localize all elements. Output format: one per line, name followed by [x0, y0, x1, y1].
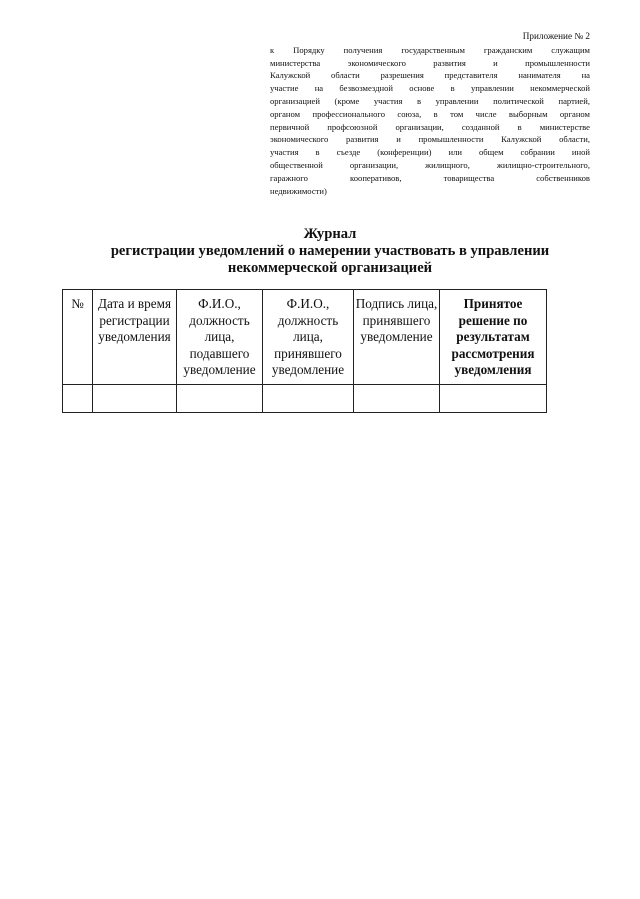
appendix-line: первичной профсоюзной организации, созданной в министерстве — [270, 121, 590, 132]
journal-title-line: некоммерческой организацией — [227, 260, 433, 276]
table-cell — [177, 385, 263, 413]
column-header-registration-date: Дата и время регистрации уведомления — [93, 290, 177, 385]
journal-title-line: Журнал — [303, 226, 357, 242]
appendix-line: общественной организации, жилищного, жилищно-строительного, — [270, 159, 590, 170]
appendix-line: участие на безвозмездной основе в управлении некоммерческой — [270, 83, 590, 94]
column-header-receiver: Ф.И.О., должность лица, принявшего уведомление — [263, 290, 354, 385]
table-cell — [354, 385, 440, 413]
journal-title — [60, 226, 600, 277]
journal-title-line: регистрации уведомлений о намерении участвовать в управлении — [110, 243, 550, 259]
table-cell — [93, 385, 177, 413]
table-cell — [263, 385, 354, 413]
table-cell — [440, 385, 547, 413]
appendix-line: министерства экономического развития и промышленности — [270, 57, 590, 68]
appendix-line: организацией (кроме участия в управлении политической партией, — [270, 95, 590, 106]
appendix-line: участия в съезде (конференции) или общем собрании иной — [270, 147, 590, 158]
table-row — [63, 385, 547, 413]
appendix-text — [270, 44, 590, 198]
appendix-line: гаражного кооперативов, товарищества собственников — [270, 172, 590, 183]
journal-table — [62, 289, 547, 413]
appendix-line: экономического развития и промышленности Калужской области, — [270, 134, 590, 145]
appendix-line: недвижимости) — [270, 185, 327, 196]
column-header-signature: Подпись лица, принявшего уведомление — [354, 290, 440, 385]
column-header-submitter: Ф.И.О., должность лица, подавшего уведомление — [177, 290, 263, 385]
appendix-title: Приложение № 2 — [522, 31, 590, 41]
column-header-number: № — [63, 290, 93, 385]
column-header-decision: Принятое решение по результатам рассмотрения уведомления — [440, 290, 547, 385]
appendix-line: Калужской области разрешения представителя нанимателя на — [270, 70, 590, 81]
appendix-line: органом профессионального союза, в том числе выборным органом — [270, 108, 590, 119]
table-cell — [63, 385, 93, 413]
table-header-row — [63, 290, 547, 385]
appendix-block — [270, 30, 590, 197]
appendix-line: к Порядку получения государственным гражданским служащим — [270, 44, 590, 55]
